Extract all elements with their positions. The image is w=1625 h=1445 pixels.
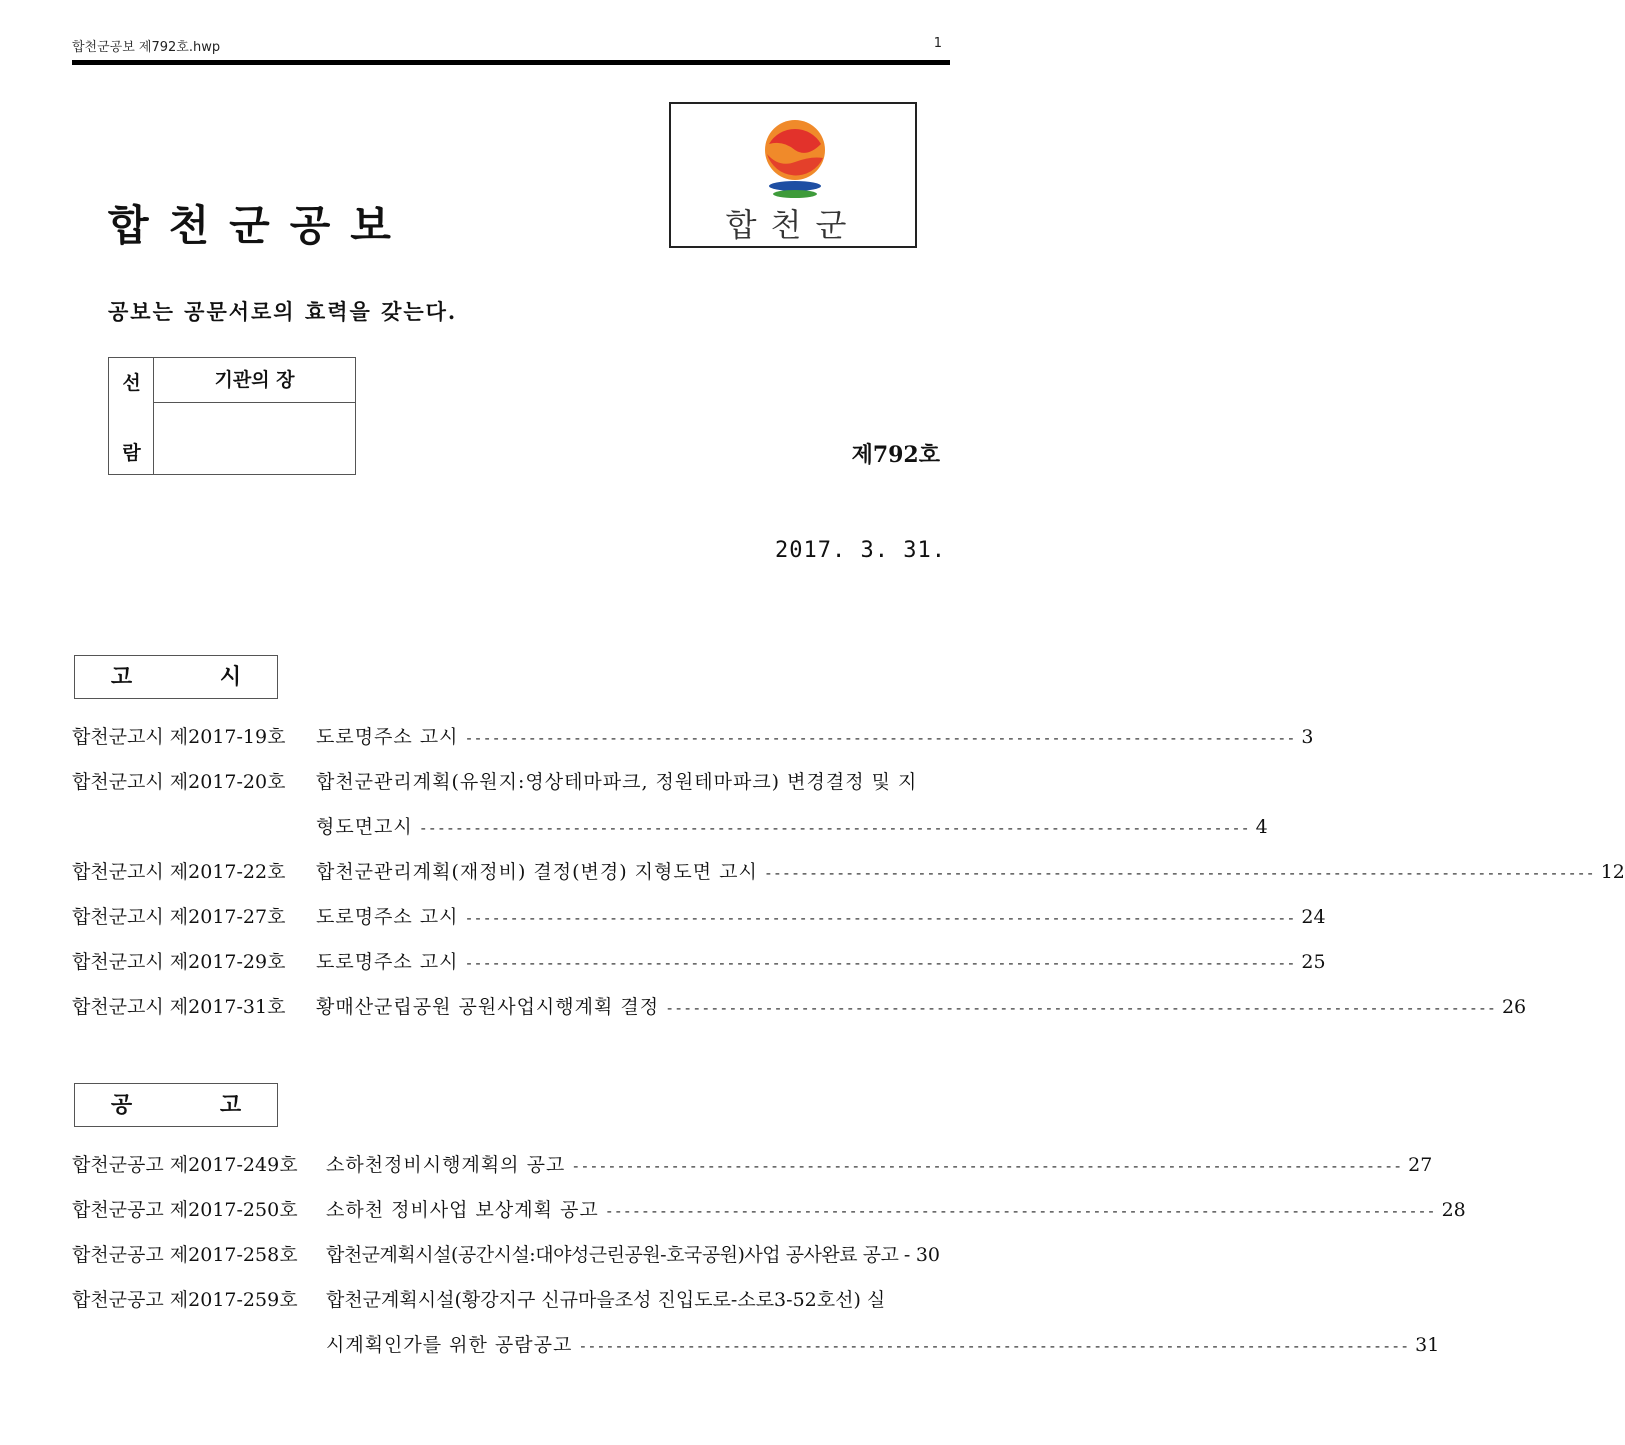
toc-row-continuation[interactable]	[72, 1330, 1440, 1360]
toc-number: 합천군고시 제2017-19호	[72, 726, 286, 748]
toc-leader: --------------------------------------------------------------------------------------------	[578, 1337, 1410, 1355]
toc-page: 30	[915, 1244, 940, 1266]
toc-row[interactable]	[72, 947, 1326, 977]
toc-title: 합천군계획시설(황강지구 신규마을조성 진입도로-소로3-52호선) 실	[326, 1289, 886, 1311]
toc-number: 합천군고시 제2017-22호	[72, 861, 286, 883]
toc-page: 28	[1441, 1199, 1466, 1221]
issue-number: 제792호	[851, 442, 940, 468]
toc-page: 25	[1301, 951, 1326, 973]
toc-page: 3	[1301, 726, 1314, 748]
toc-page: 27	[1408, 1154, 1433, 1176]
toc-number: 합천군고시 제2017-31호	[72, 996, 286, 1018]
header-divider	[72, 60, 950, 65]
toc-row-continuation[interactable]	[72, 812, 1268, 842]
toc-row[interactable]	[72, 722, 1314, 752]
document-filename: 합천군공보 제792호.hwp	[72, 40, 221, 55]
county-logo	[669, 102, 917, 248]
approval-label-column	[109, 358, 154, 474]
toc-title: 합천군관리계획(재정비) 결정(변경) 지형도면 고시	[316, 861, 758, 883]
toc-row[interactable]	[72, 1150, 1433, 1180]
toc-number: 합천군공고 제2017-258호	[72, 1244, 298, 1266]
toc-title: 소하천 정비사업 보상계획 공고	[326, 1199, 599, 1221]
toc-title: 황매산군립공원 공원사업시행계획 결정	[316, 996, 660, 1018]
toc-row[interactable]	[72, 992, 1527, 1022]
toc-leader: --------------------------------------------------------------------------------------------	[464, 729, 1296, 747]
toc-number: 합천군고시 제2017-27호	[72, 906, 286, 928]
toc-row[interactable]	[72, 902, 1326, 932]
toc-leader: --------------------------------------------------------------------------------------------	[464, 909, 1296, 927]
toc-number: 합천군고시 제2017-29호	[72, 951, 286, 973]
toc-number: 합천군공고 제2017-250호	[72, 1199, 298, 1221]
toc-leader: --------------------------------------------------------------------------------------------	[571, 1157, 1403, 1175]
toc-leader: --------------------------------------------------------------------------------------------	[604, 1202, 1436, 1220]
section-title: 공 고	[110, 1093, 282, 1118]
toc-row[interactable]	[72, 1240, 950, 1270]
toc-title: 합천군계획시설(공간시설:대야성근린공원-호국공원)사업 공사완료 공고 -	[326, 1244, 910, 1266]
toc-title-continuation: 형도면고시	[316, 816, 413, 838]
logo-text: 합천군	[725, 206, 861, 244]
page-title: 합천군공보	[108, 201, 411, 250]
toc-title: 도로명주소 고시	[316, 906, 459, 928]
slogan: 공보는 공문서로의 효력을 갖는다.	[108, 299, 458, 324]
toc-number: 합천군공고 제2017-249호	[72, 1154, 298, 1176]
toc-title: 도로명주소 고시	[316, 951, 459, 973]
toc-row[interactable]	[72, 1195, 1466, 1225]
toc-leader: --------------------------------------------------------------------------------------------	[418, 819, 1250, 837]
page-number: 1	[933, 36, 942, 51]
approval-head-cell: 기관의 장	[154, 358, 355, 403]
hapcheon-emblem-icon	[755, 114, 835, 204]
toc-page: 24	[1301, 906, 1326, 928]
toc-row[interactable]	[72, 767, 950, 797]
toc-number: 합천군공고 제2017-259호	[72, 1289, 298, 1311]
approval-label-bottom: 람	[122, 442, 141, 464]
toc-page: 4	[1255, 816, 1268, 838]
section-header-notice	[74, 655, 282, 699]
toc-title: 합천군관리계획(유원지:영상테마파크, 정원테마파크) 변경결정 및 지	[316, 771, 918, 793]
toc-row[interactable]	[72, 857, 1625, 887]
toc-title-continuation: 시계획인가를 위한 공람공고	[326, 1334, 573, 1356]
toc-number: 합천군고시 제2017-20호	[72, 771, 286, 793]
issue-date: 2017. 3. 31.	[775, 538, 946, 563]
toc-leader: --------------------------------------------------------------------------------------------	[665, 999, 1496, 1017]
toc-title: 도로명주소 고시	[316, 726, 459, 748]
section-title: 고 시	[110, 665, 282, 690]
toc-leader: --------------------------------------------------------------------------------------------	[464, 954, 1296, 972]
section-header-announcement	[74, 1083, 282, 1127]
toc-page: 26	[1501, 996, 1527, 1018]
toc-row[interactable]	[72, 1285, 950, 1315]
toc-title: 소하천정비시행계획의 공고	[326, 1154, 566, 1176]
toc-page: 12	[1600, 861, 1625, 883]
toc-leader: --------------------------------------------------------------------------------------------	[763, 864, 1595, 882]
toc-page: 31	[1415, 1334, 1440, 1356]
approval-label-top: 선	[122, 372, 141, 394]
approval-table	[108, 357, 356, 475]
